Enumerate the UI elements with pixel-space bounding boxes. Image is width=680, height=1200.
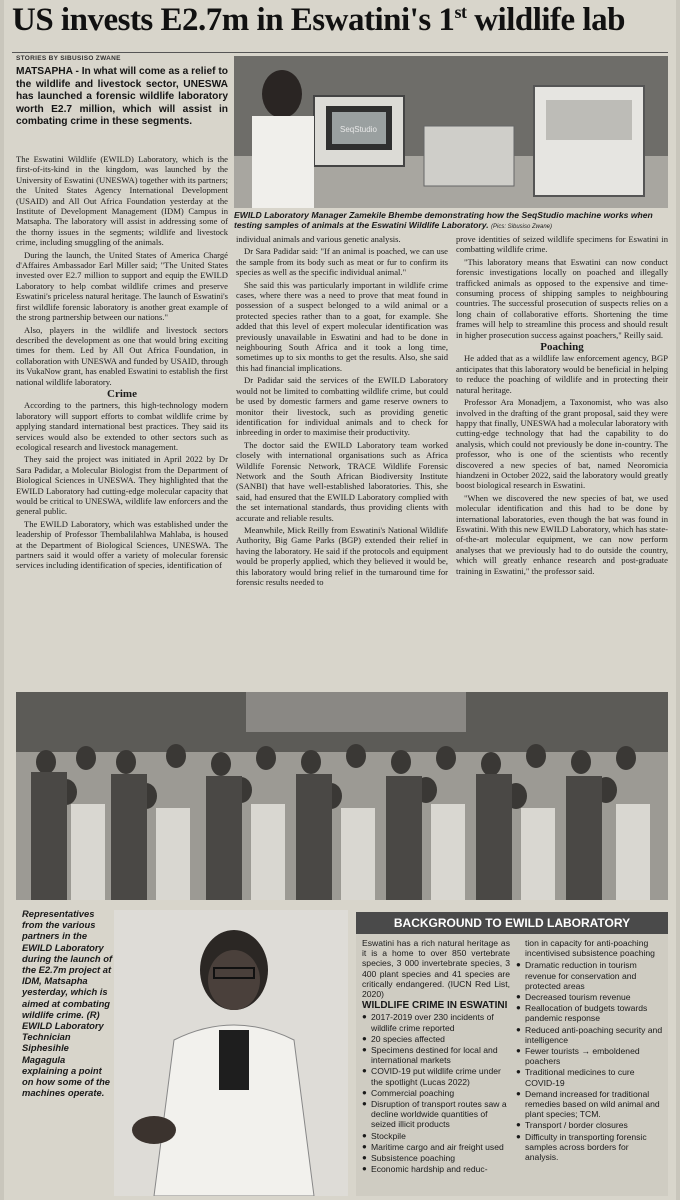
paragraph: Dr Padidar said the services of the EWILD Laboratory would not be limited to combatting wildlife crime, but could be used by domestic farmers and game reserve owners to monitor their livestock, such as providing genetic identification for individual animals and to check for inbreeding in order to maximise their productivity. xyxy=(236,375,448,438)
technician-photo xyxy=(114,910,348,1196)
paragraph: Also, players in the wildlife and livestock sectors described the development as one that would bring exciting times for them. Led by All Out Africa Foundation, in collaboration with UNESWA and funded by USAID, through its VukaNow grant, has enabled Eswatini to establish the first national wildlife laboratory. xyxy=(16,324,228,387)
photo-caption-2: Representatives from the various partners in the EWILD Laboratory during the launch of the E2.7m project at IDM, Matsapha yesterday, which is aimed at combating wildlife crime. (R) EWILD Laboratory Technician Siphesihle Magagula explaining a point on how some of the machines operate. xyxy=(22,908,113,1099)
bullet-item: ● Subsistence poaching xyxy=(362,1153,510,1163)
paragraph: During the launch, the United States of America Chargé d'Affaires Ambassador Earl Miller said; "The United States invested over E2.7 million to support and equip the EWILD Laboratory to help combat wildlife crimes and preserve Eswatini's priceless natural heritage. The launch of Eswatini's first wildlife forensic laboratory is another great example of the strong partnership between our nations." xyxy=(16,249,228,323)
bullet-item: ● Dramatic reduction in tourism revenue for conservation and protected areas xyxy=(516,960,664,991)
column-2 xyxy=(236,234,448,589)
bullet-item: ● Difficulty in transporting forensic samples across borders for analysis. xyxy=(516,1132,664,1163)
bullet-item: ● Reallocation of budgets towards pandemic response xyxy=(516,1003,664,1023)
paragraph: Meanwhile, Mick Reilly from Eswatini's National Wildlife Authority, Big Game Parks (BGP) extended their relief in having the laboratory. He said if the protocols and equipment would be properly applied, which they believed it would be, this laboratory would bring relief in the turnaround time for forensic results needed to xyxy=(236,524,448,587)
dateline: MATSAPHA - xyxy=(16,66,82,77)
paragraph: Professor Ara Monadjem, a Taxonomist, who was also involved in the drafting of the grant proposal, said they were happy that finally, UNESWA had a molecular laboratory with cutting-edge technology that had the capability to do analysis, which could not previously be done in-country. The professor, who is one of the scientists who recently discovered a new species of bat, named Neoromicia hiandzeni in October 2022, said the laboratory would greatly boost biological research in Eswatini. xyxy=(456,397,668,491)
photo-credit: (Pics: Sibusiso Zwane) xyxy=(491,224,553,230)
paragraph: They said the project was initiated in April 2022 by Dr Sara Padidar, a Molecular Biologist from the Department of Biological Sciences in UNESWA. They highlighted that the EWILD Laboratory had cutting-edge molecular capacity that would be critical to UNESWA, wildlife law enforcers and the general public. xyxy=(16,454,228,517)
background-info-box xyxy=(356,912,668,1196)
machine-screen-label: SeqStudio xyxy=(340,125,377,134)
bullet-item: ● 20 species affected xyxy=(362,1034,510,1044)
paragraph: He added that as a wildlife law enforcement agency, BGP anticipates that this laboratory would be beneficial in helping to reduce the poaching of wildlife and in protecting their natural heritage. xyxy=(456,353,668,395)
bullet-item: ● Fewer tourists → emboldened poachers xyxy=(516,1046,664,1066)
photo-caption-1: EWILD Laboratory Manager Zamekile Bhembe demonstrating how the SeqStudio machine works when testing samples of animals at the Eswatini Wildlife Laboratory. (Pics: Sibusiso Zwane) xyxy=(234,210,653,230)
bullet-item: ● Reduced anti-poaching security and intelligence xyxy=(516,1025,664,1045)
lab-manager-photo xyxy=(234,56,668,208)
headline: US invests E2.7m in Eswatini's 1st wildlife lab xyxy=(12,2,625,38)
bullet-item: ● Maritime cargo and air freight used xyxy=(362,1142,510,1152)
paragraph: She said this was particularly important in wildlife crime cases, where there was a need to prove that meat found in possession of a suspect belonged to a wild animal or a protected species rather than to a goat, for example. She added that this level of expert molecular identification was previously unavailable in Eswatini and had to be done in neighbouring South Africa and it took a long time, sometimes up to six months to get the results. Also, she said this had financial implications. xyxy=(236,279,448,373)
paragraph: The Eswatini Wildlife (EWILD) Laboratory, which is the first-of-its-kind in the kingdom, was launched by the University of Eswatini (UNESWA) together with its partners; the United States Agency International Development (USAID) and All Out Africa Foundation yesterday at the Institute of Development Management (IDM) Campus in Matsapha. The laboratory will assist in addressing some of the thorny issues in the segments; wildlife and livestock crime, including smuggling of the animals. xyxy=(16,154,228,248)
bullet-item: ● Disruption of transport routes saw a decline worldwide quantities of seized illicit products xyxy=(362,1099,510,1130)
bullet-item: ● 2017-2019 over 230 incidents of wildlife crime reported xyxy=(362,1012,510,1032)
bullet-item: ● Demand increased for traditional remedies based on wild animal and plant species; TCM. xyxy=(516,1089,664,1120)
bullet-item: ● COVID-19 put wildlife crime under the spotlight (Lucas 2022) xyxy=(362,1066,510,1086)
box-column-left xyxy=(362,938,510,1175)
bullet-item: ● Economic hardship and reduc- xyxy=(362,1164,510,1174)
paragraph: "When we discovered the new species of bat, we used molecular identification and this had to be done by international laboratories, even though the bat was found in Eswatini. With this new EWILD Laboratory, which has state-of-the-art molecular equipment, we can now perform analyses that we previously had to do outside the country, which will greatly enhance research and post-graduate training in Eswatini," the professor said. xyxy=(456,492,668,576)
bullet-item: ● Stockpile xyxy=(362,1131,510,1141)
paragraph: prove identities of seized wildlife specimens for Eswatini in combatting wildlife crime. xyxy=(456,234,668,255)
bullet-item: ● Specimens destined for local and international markets xyxy=(362,1045,510,1065)
technician-photo-illustration xyxy=(114,910,348,1196)
paragraph: Dr Sara Padidar said: "If an animal is poached, we can use the sample from its body such as meat or fur to confirm its species as well as the specific individual animal." xyxy=(236,246,448,278)
byline: STORIES BY SIBUSISO ZWANE xyxy=(16,55,121,62)
column-1 xyxy=(16,154,228,573)
box-title: BACKGROUND TO EWILD LABORATORY xyxy=(356,912,668,934)
group-photo xyxy=(16,692,668,900)
paragraph: The doctor said the EWILD Laboratory team worked closely with international organisations such as Africa Wildlife Forensic Network, TRACE Wildlife Forensic Network and the South African Biodiversity Institute (SANBI) that have well-established laboratories. This, she said, had ensured that the EWILD Laboratory complied with the set international standards, thus providing clients with accurate and reliable results. xyxy=(236,439,448,523)
lab-photo-illustration xyxy=(234,56,668,208)
headline-rule xyxy=(12,52,668,53)
subhead-crime: Crime xyxy=(107,387,137,400)
box-continued-text: tion in capacity for anti-poaching incentivised subsistence poaching xyxy=(525,938,655,959)
bullet-item: ● Decreased tourism revenue xyxy=(516,992,664,1002)
column-3 xyxy=(456,234,668,578)
newspaper-page xyxy=(4,0,676,1200)
subhead-poaching: Poaching xyxy=(540,341,584,354)
bullet-item: ● Traditional medicines to cure COVID-19 xyxy=(516,1067,664,1087)
box-subhead: WILDLIFE CRIME IN ESWATINI xyxy=(362,1000,508,1012)
paragraph: The EWILD Laboratory, which was established under the leadership of Professor Thembalilahlwa Mahlaba, is housed at the Department of Biological Sciences, UNESWA. The partners said it would offer a variety of molecular forensic services including identification of species, identification of xyxy=(16,518,228,571)
paragraph: According to the partners, this high-technology modern laboratory will support efforts to combat wildlife crime by applying standard international best practices. They said its services would also be extended to other sectors such as ecological research and livestock management. xyxy=(16,400,228,452)
bullet-item: ● Commercial poaching xyxy=(362,1088,510,1098)
wildlife-crime-list xyxy=(362,1012,510,1174)
box-intro: Eswatini has a rich natural heritage as it is a home to over 850 vertebrate species, 3 000 invertebrate species, 3 400 plant species and 41 species are critically endangered. (IUCN Red List, 2020) xyxy=(362,938,510,1000)
impacts-list xyxy=(516,960,664,1162)
bullet-item: ● Transport / border closures xyxy=(516,1120,664,1130)
paragraph: individual animals and various genetic analysis. xyxy=(236,234,401,244)
paragraph: "This laboratory means that Eswatini can now conduct forensic investigations locally on poached and illegally trafficked animals as opposed to the expensive and time-consuming process of shipping samples to neighbouring countries. The successful prosecution of suspects relies on a long chain of collaborative efforts. Shortening the time frames will help to streamline this process and should result in higher prosecution success against poachers," Reilly said. xyxy=(456,256,668,340)
box-column-right xyxy=(516,938,664,1163)
lead-paragraph: MATSAPHA - In what will come as a relief to the wildlife and livestock sector, UNESWA has launched a forensic wildlife laboratory worth E2.7 million, which will assist in combating crime in these segments. xyxy=(16,66,228,128)
group-photo-illustration xyxy=(16,692,668,900)
